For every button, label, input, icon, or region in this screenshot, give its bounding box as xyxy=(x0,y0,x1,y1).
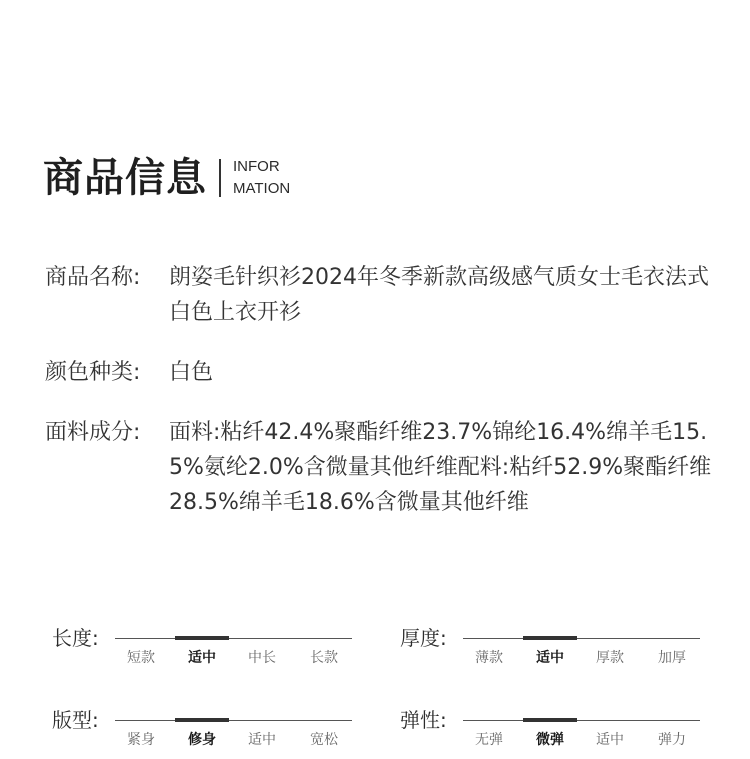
scale-track xyxy=(115,638,352,639)
scale-selected-marker xyxy=(175,636,229,640)
info-label: 颜色种类: xyxy=(45,360,141,385)
scale-track xyxy=(463,720,700,721)
info-row-name xyxy=(45,260,715,330)
section-title-en xyxy=(233,156,290,200)
section-title-en-line1: INFOR xyxy=(233,158,280,175)
scale-option: 薄款 xyxy=(475,650,503,666)
scale-option: 紧身 xyxy=(127,732,155,748)
scale-option: 宽松 xyxy=(310,732,338,748)
scale-thickness xyxy=(400,623,700,673)
info-label: 面料成分: xyxy=(45,420,141,445)
scale-option: 中长 xyxy=(248,650,276,666)
scale-option: 短款 xyxy=(127,650,155,666)
scale-option: 无弹 xyxy=(475,732,503,748)
scale-selected-marker xyxy=(175,718,229,722)
scale-option: 适中 xyxy=(188,650,216,666)
info-label: 商品名称: xyxy=(45,265,141,290)
scale-label: 长度: xyxy=(52,626,99,650)
scale-elasticity xyxy=(400,705,700,755)
info-row-color xyxy=(45,355,715,390)
scale-option: 微弹 xyxy=(536,732,564,748)
scale-length xyxy=(52,623,352,673)
scale-track xyxy=(463,638,700,639)
scale-label: 弹性: xyxy=(400,708,447,732)
scale-option: 适中 xyxy=(248,732,276,748)
section-title: 商品信息 xyxy=(43,155,207,201)
scale-label: 厚度: xyxy=(400,626,447,650)
scale-track xyxy=(115,720,352,721)
scale-option: 修身 xyxy=(188,732,216,748)
info-value: 白色 xyxy=(169,360,214,385)
scale-selected-marker xyxy=(523,718,577,722)
title-divider xyxy=(219,159,221,197)
info-row-material xyxy=(45,415,715,520)
scale-option: 加厚 xyxy=(658,650,686,666)
scale-option: 适中 xyxy=(536,650,564,666)
product-info xyxy=(45,260,715,545)
scale-fit xyxy=(52,705,352,755)
scale-option: 长款 xyxy=(310,650,338,666)
info-value: 面料:粘纤42.4%聚酯纤维23.7%锦纶16.4%绵羊毛15.5%氨纶2.0%含微量其他纤维配料:粘纤52.9%聚酯纤维28.5%绵羊毛18.6%含微量其他纤维 xyxy=(169,420,712,515)
scale-label: 版型: xyxy=(52,708,99,732)
scale-option: 弹力 xyxy=(658,732,686,748)
section-header xyxy=(43,153,290,203)
info-value: 朗姿毛针织衫2024年冬季新款高级感气质女士毛衣法式白色上衣开衫 xyxy=(169,265,709,325)
scale-option: 适中 xyxy=(596,732,624,748)
scale-selected-marker xyxy=(523,636,577,640)
section-title-en-line2: MATION xyxy=(233,180,291,197)
scale-option: 厚款 xyxy=(596,650,624,666)
